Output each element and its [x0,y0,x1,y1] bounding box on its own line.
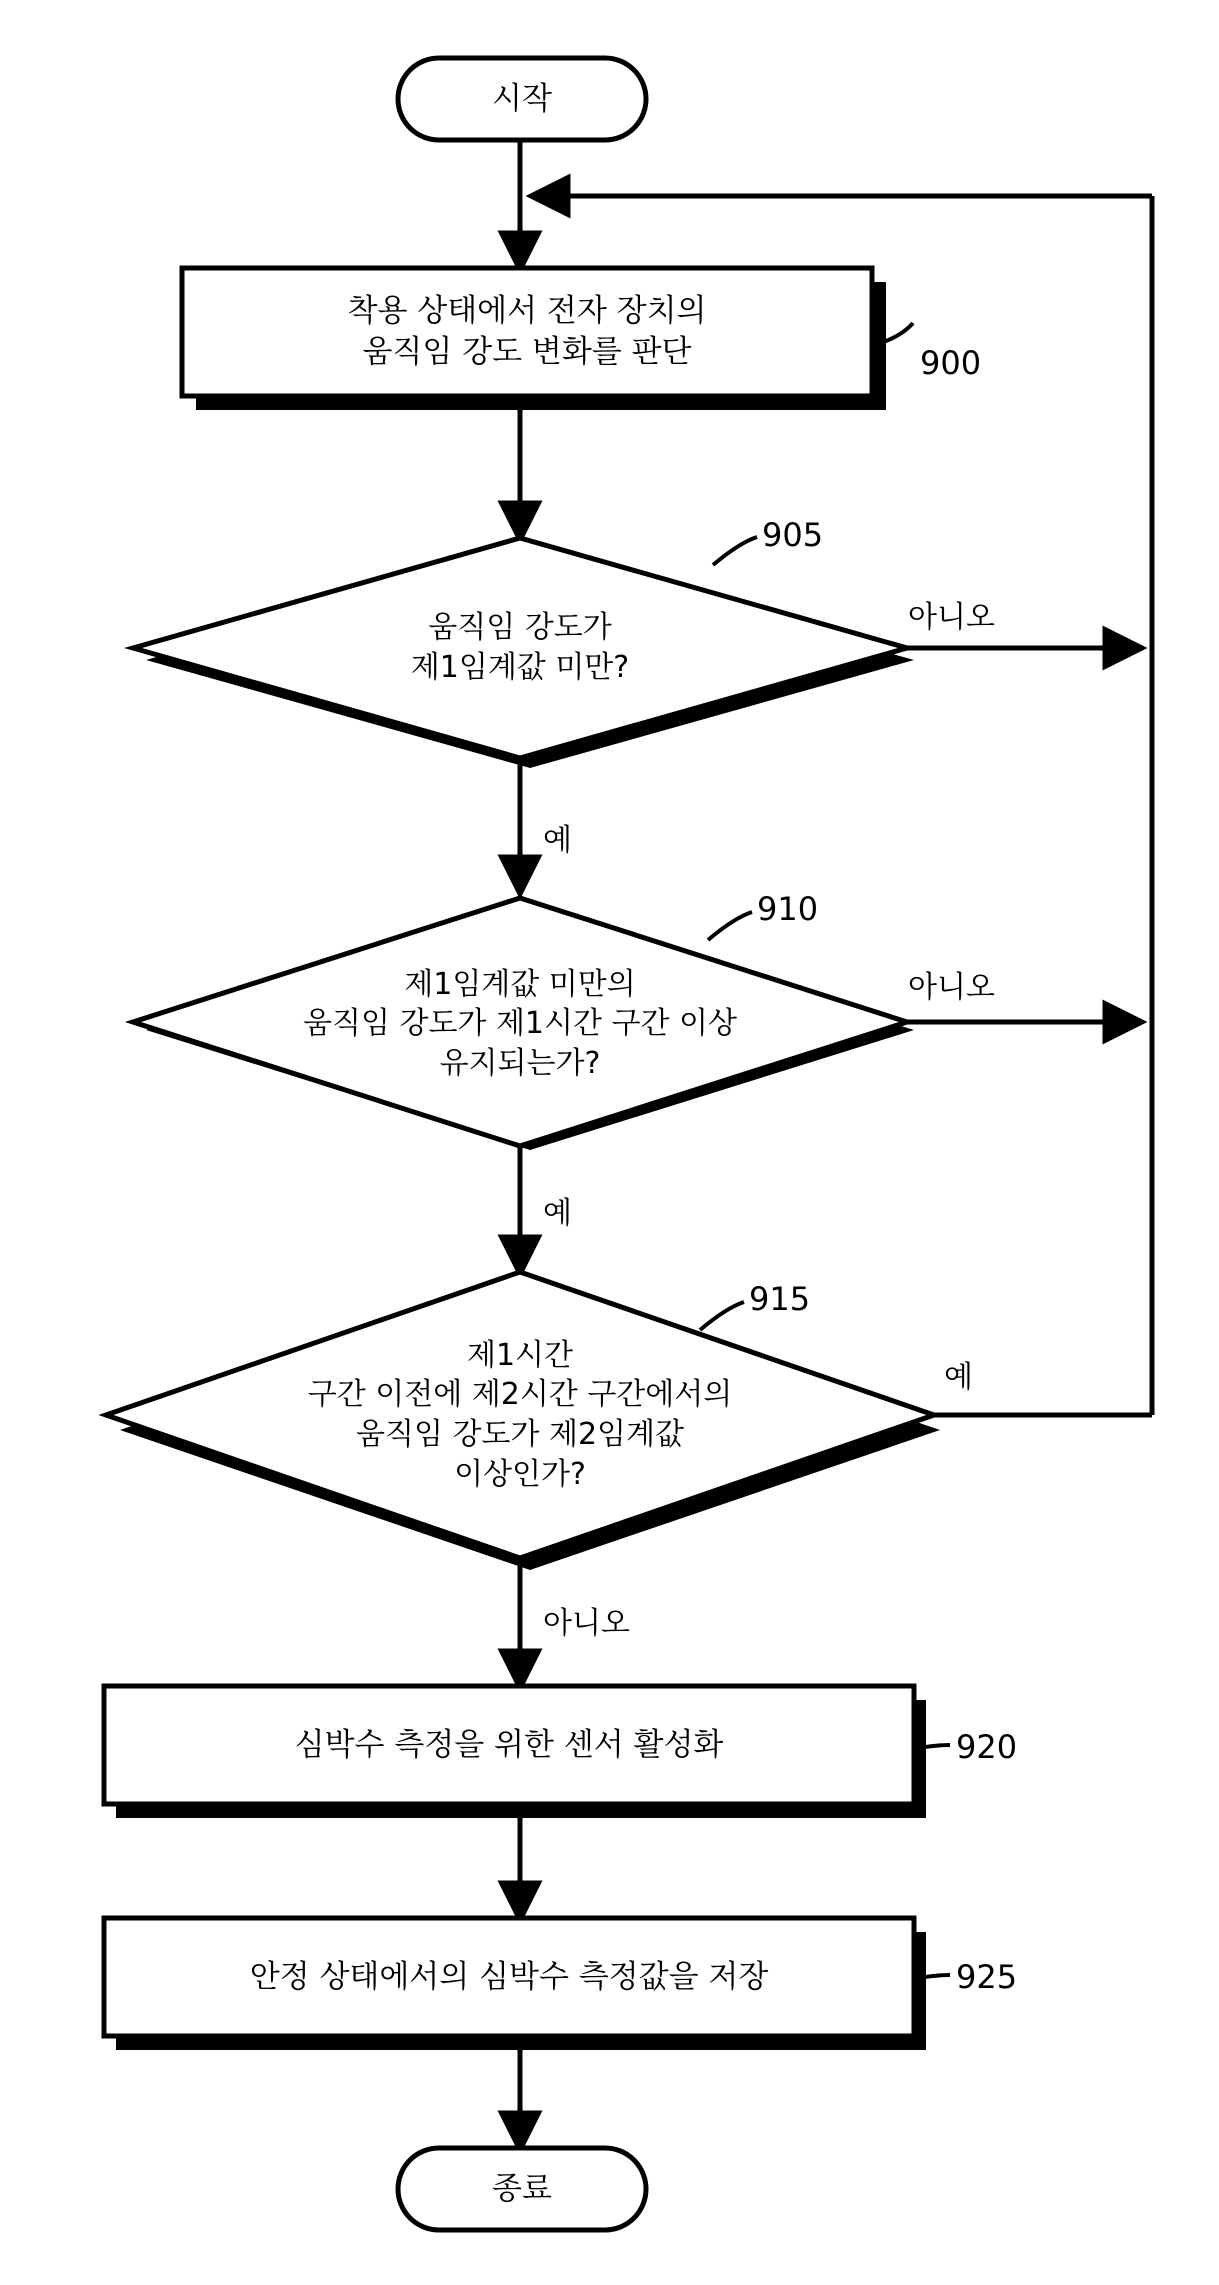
node-905-label: 움직임 강도가 제1임계값 미만? [410,610,630,685]
node-925-label: 안정 상태에서의 심박수 측정값을 저장 [249,1958,769,1995]
node-900-label: 착용 상태에서 전자 장치의 움직임 강도 변화를 판단 [347,293,707,370]
leader-920 [918,1745,950,1748]
edge-label-yes-915: 예 [944,1360,973,1395]
shape-925 [104,1918,914,2036]
node-end-label: 종료 [492,2170,552,2207]
edge-label-no-910: 아니오 [908,970,995,1005]
leader-905 [713,537,757,565]
edge-label-no-905: 아니오 [908,600,995,635]
edge-label-no-915: 아니오 [543,1606,630,1641]
ref-900: 900 [920,344,982,382]
ref-910: 910 [757,890,819,928]
node-910-label: 제1임계값 미만의 움직임 강도가 제1시간 구간 이상 유지되는가? [303,966,737,1081]
shape-920 [104,1686,914,1804]
ref-925: 925 [956,1958,1018,1996]
leader-925 [918,1975,950,1978]
shape-end [398,2148,646,2230]
ref-920: 920 [956,1728,1018,1766]
edge-label-yes-910: 예 [543,1196,572,1231]
node-start-label: 시작 [492,80,552,117]
node-920-label: 심박수 측정을 위한 센서 활성화 [294,1726,724,1763]
shape-900 [182,268,872,396]
shape-910 [133,898,907,1146]
shape-start [398,58,646,140]
ref-905: 905 [762,516,824,554]
leader-915 [700,1302,744,1330]
ref-915: 915 [749,1280,811,1318]
leader-910 [708,912,752,940]
node-915-label: 제1시간 구간 이전에 제2시간 구간에서의 움직임 강도가 제2임계값 이상인가? [307,1337,733,1492]
shape-905 [133,538,907,758]
edge-label-yes-905: 예 [543,823,572,858]
